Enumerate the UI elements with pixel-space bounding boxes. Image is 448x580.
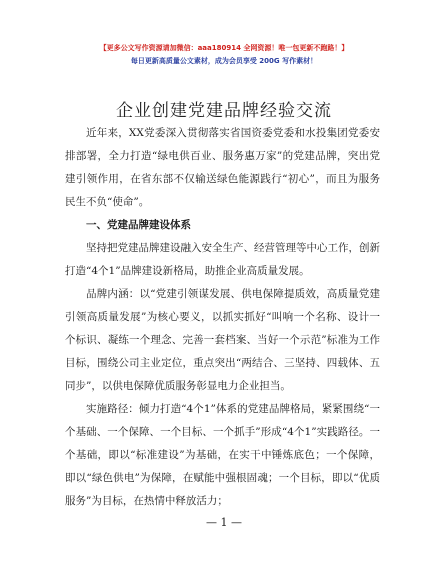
page-number: — 1 — — [206, 516, 242, 529]
document-body — [65, 122, 380, 513]
paragraph-3: 实施路径：倾力打造“4个1”体系的党建品牌格局，紧紧围绕“一个基础、一个保障、一个目标、一个抓手”形成“4个1”实践路径。一个基础，即以“标准建设”为基础，在实干中锤炼底色；一个保障，即以“绿色供电”为保障，在赋能中强根固魂；一个目标，即以“优质服务”为目标，在热情中释放活力； — [65, 403, 380, 507]
promo-line-1: 【更多公文写作资源请加微信：aaa180914 全网资源！唯一包更新不跑路！】 — [99, 44, 349, 52]
paragraph-2: 品牌内涵：以“党建引领谋发展、供电保障提质效，高质量党建引领高质量发展”为核心要义，以抓实抓好“叫响一个名称、设计一个标识、凝练一个理念、完善一套档案、当好一个示范”标准为工作目标，围绕公司主业定位，重点突出“两结合、三坚持、四载体、五同步”，以供电保障优质服务彰显电力企业担当。 — [65, 288, 380, 392]
paragraph-1: 坚持把党建品牌建设融入安全生产、经营管理等中心工作，创新打造“4个1”品牌建设新格局，助推企业高质量发展。 — [65, 242, 380, 277]
document-title: 企业创建党建品牌经验交流 — [116, 101, 332, 121]
promo-banner — [0, 42, 448, 68]
intro-paragraph: 近年来，XX党委深入贯彻落实省国资委党委和水投集团党委安排部署，全力打造“绿电供百业、服务惠万家”的党建品牌，突出党建引领作用，在省东部不仅输送绿色能源践行“初心”，而且为服务民生不负“使命”。 — [65, 127, 380, 208]
section-heading-1: 一、党建品牌建设体系 — [86, 219, 191, 231]
promo-line-2: 每日更新高质量公文素材，成为会员享受 200G 写作素材！ — [130, 57, 318, 65]
